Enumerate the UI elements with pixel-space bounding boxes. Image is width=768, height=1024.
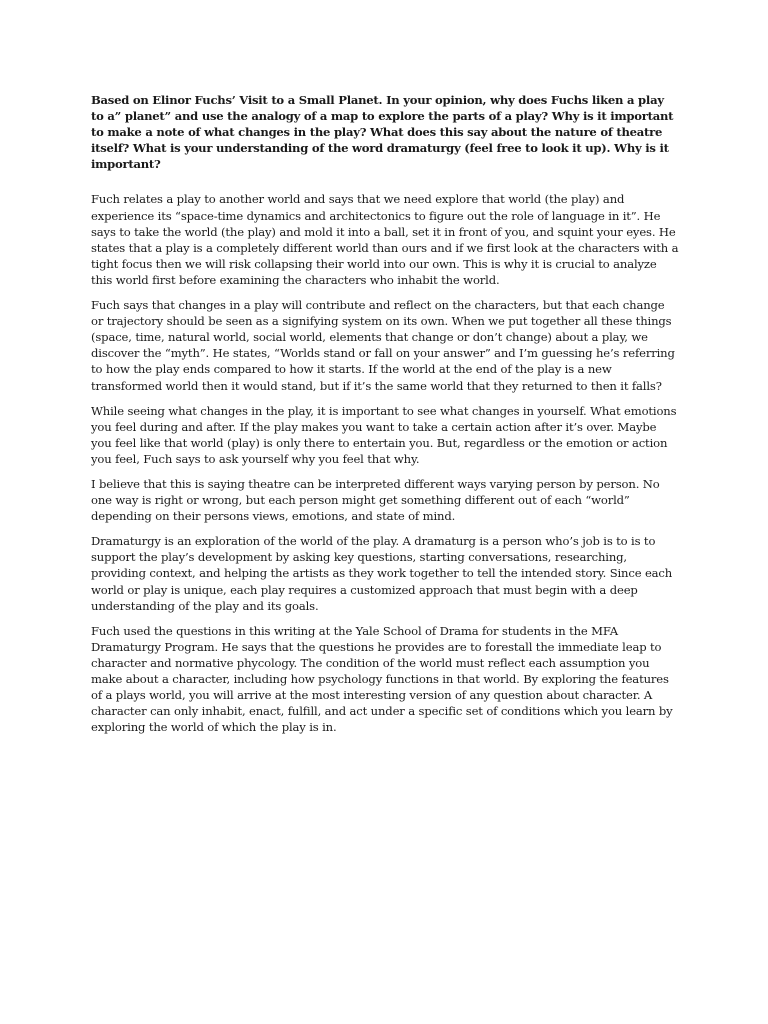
document-body: [91, 92, 679, 744]
answer-paragraph-2: Fuch says that changes in a play will contribute and reflect on the characters, but that each change or trajectory should be seen as a signifying system on its own. When we put together all these things (space, time, natural world, social world, elements that change or don’t change) about a play, we discover the “myth”. He states, “Worlds stand or fall on your answer” and I’m guessing he’s referring to how the play ends compared to how it starts. If the world at the end of the play is a new transformed world then it would stand, but if it’s the same world that they returned to then it falls?: [91, 298, 675, 393]
answer-paragraph-6: Fuch used the questions in this writing at the Yale School of Drama for students in the MFA Dramaturgy Program. He says that the questions he provides are to forestall the immediate leap to character and normative phycology. The condition of the world must reflect each assumption you make about a character, including how psychology functions in that world. By exploring the features of a plays world, you will arrive at the most interesting version of any question about character. A character can only inhabit, enact, fulfill, and act under a specific set of conditions which you learn by exploring the world of which the play is in.: [91, 623, 673, 735]
answer-paragraph-4: I believe that this is saying theatre can be interpreted different ways varying person by person. No one way is right or wrong, but each person might get something different out of each “world” depending on their persons views, emotions, and state of mind.: [91, 476, 660, 524]
answer-paragraph-3: While seeing what changes in the play, it is important to see what changes in yourself. What emotions you feel during and after. If the play makes you want to take a certain action after it’s over. Maybe you feel like that world (play) is only there to entertain you. But, regardless or the emotion or action you feel, Fuch says to ask yourself why you feel that why.: [91, 403, 677, 466]
assignment-question: Based on Elinor Fuchs’ Visit to a Small Planet. In your opinion, why does Fuchs liken a play to a” planet” and use the analogy of a map to explore the parts of a play? Why is it important to make a note of what changes in the play? What does this say about the nature of theatre itself? What is your understanding of the word dramaturgy (feel free to look it up). Why is it important?: [91, 93, 674, 172]
answer-paragraph-5: Dramaturgy is an exploration of the world of the play. A dramaturg is a person who’s job is to is to support the play’s development by asking key questions, starting conversations, researching, providing context, and helping the artists as they work together to tell the intended story. Since each world or play is unique, each play requires a customized approach that must begin with a deep understanding of the play and its goals.: [91, 534, 673, 613]
answer-paragraph-1: Fuch relates a play to another world and says that we need explore that world (the play) and experience its “space-time dynamics and architectonics to figure out the role of language in it”. He says to take the world (the play) and mold it into a ball, set it in front of you, and squint your eyes. He states that a play is a completely different world than ours and if we first look at the characters with a tight focus then we will risk collapsing their world into our own. This is why it is crucial to analyze this world first before examining the characters who inhabit the world.: [91, 192, 679, 287]
